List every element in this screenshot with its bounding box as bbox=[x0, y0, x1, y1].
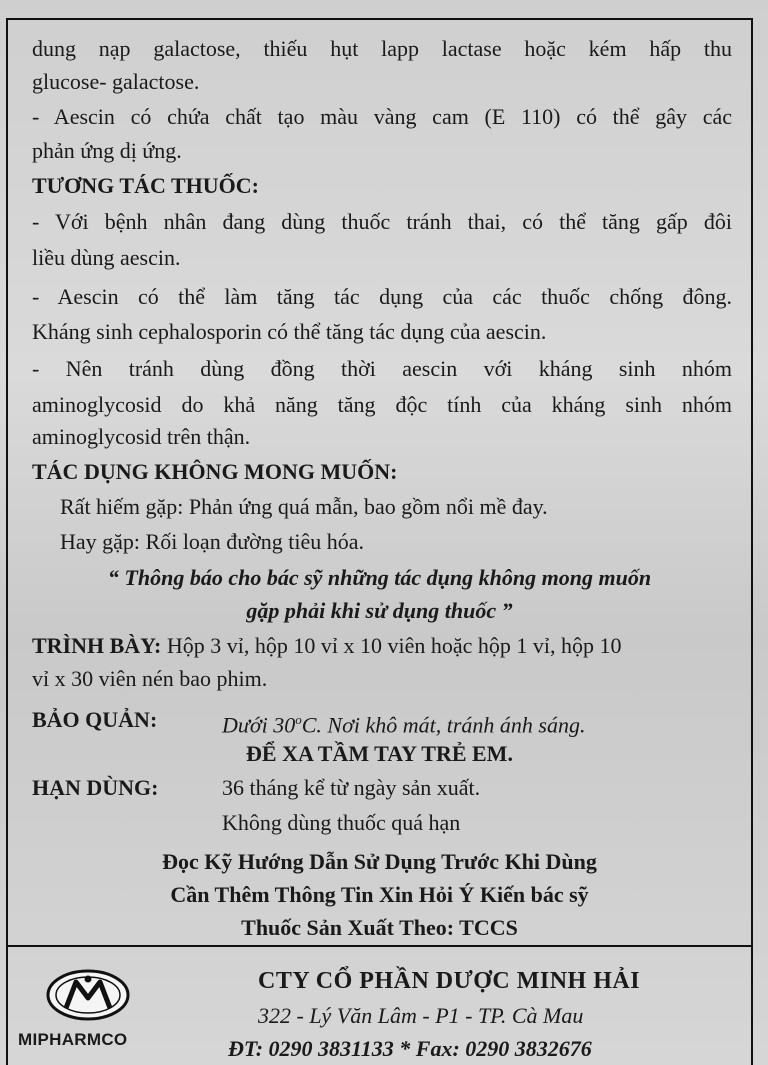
notice-line: gặp phải khi sử dụng thuốc ” bbox=[246, 598, 513, 623]
presentation-text: Hộp 3 vỉ, hộp 10 vỉ x 10 viên hoặc hộp 1 vỉ, hộp 10 bbox=[161, 633, 622, 658]
notice-line: “ Thông báo cho bác sỹ những tác dụng không mong muốn bbox=[107, 565, 652, 590]
expiry-note: Không dùng thuốc quá hạn bbox=[222, 810, 461, 835]
text-line: vỉ x 30 viên nén bao phim. bbox=[32, 666, 268, 691]
text-line: glucose- galactose. bbox=[32, 69, 200, 94]
footer-divider bbox=[6, 945, 753, 947]
advice-line: Thuốc Sản Xuất Theo: TCCS bbox=[241, 915, 518, 940]
expiry-label: HẠN DÙNG: bbox=[32, 775, 159, 800]
text-line: dung nạp galactose, thiếu hụt lapp lactase hoặc kém hấp thu bbox=[32, 36, 732, 61]
storage-value bbox=[222, 706, 585, 739]
text-line: aminoglycosid do khả năng tăng độc tính của kháng sinh nhóm bbox=[32, 392, 732, 417]
company-phone: ĐT: 0290 3831133 * Fax: 0290 3832676 bbox=[228, 1036, 592, 1061]
text-line: Hay gặp: Rối loạn đường tiêu hóa. bbox=[60, 529, 365, 554]
storage-label: BẢO QUẢN: bbox=[32, 707, 158, 732]
presentation-line bbox=[32, 632, 622, 660]
company-name: CTY CỔ PHẦN DƯỢC MINH HẢI bbox=[258, 968, 641, 994]
text-line: - Với bệnh nhân đang dùng thuốc tránh thai, có thể tăng gấp đôi bbox=[32, 209, 732, 234]
child-warning: ĐỂ XA TẦM TAY TRẺ EM. bbox=[246, 741, 513, 766]
text-line: - Nên tránh dùng đồng thời aescin với kháng sinh nhóm bbox=[32, 356, 732, 381]
text-line: - Aescin có chứa chất tạo màu vàng cam (E 110) có thể gây các bbox=[32, 104, 732, 129]
interactions-heading: TƯƠNG TÁC THUỐC: bbox=[32, 173, 259, 198]
advice-line: Đọc Kỹ Hướng Dẫn Sử Dụng Trước Khi Dùng bbox=[162, 849, 597, 874]
advice-line: Cần Thêm Thông Tin Xin Hỏi Ý Kiến bác sỹ bbox=[170, 882, 589, 907]
text-line: Kháng sinh cephalosporin có thể tăng tác dụng của aescin. bbox=[32, 319, 547, 344]
text-line: phản ứng dị ứng. bbox=[32, 138, 182, 163]
side-effects-heading: TÁC DỤNG KHÔNG MONG MUỐN: bbox=[32, 459, 398, 484]
storage-temp: Dưới 30 bbox=[222, 712, 296, 738]
presentation-label: TRÌNH BÀY: bbox=[32, 633, 162, 658]
expiry-value: 36 tháng kể từ ngày sản xuất. bbox=[222, 775, 481, 800]
company-logo bbox=[46, 968, 130, 1022]
degree-mark: o bbox=[295, 712, 302, 727]
text-line: aminoglycosid trên thận. bbox=[32, 424, 251, 449]
text-line: Rất hiếm gặp: Phản ứng quá mẫn, bao gồm nổi mề đay. bbox=[60, 494, 548, 519]
company-brand: MIPHARMCO bbox=[18, 1030, 128, 1049]
text-line: liều dùng aescin. bbox=[32, 245, 181, 270]
storage-rest: C. Nơi khô mát, tránh ánh sáng. bbox=[301, 712, 586, 738]
company-address: 322 - Lý Văn Lâm - P1 - TP. Cà Mau bbox=[258, 1003, 584, 1028]
text-line: - Aescin có thể làm tăng tác dụng của các thuốc chống đông. bbox=[32, 284, 732, 309]
